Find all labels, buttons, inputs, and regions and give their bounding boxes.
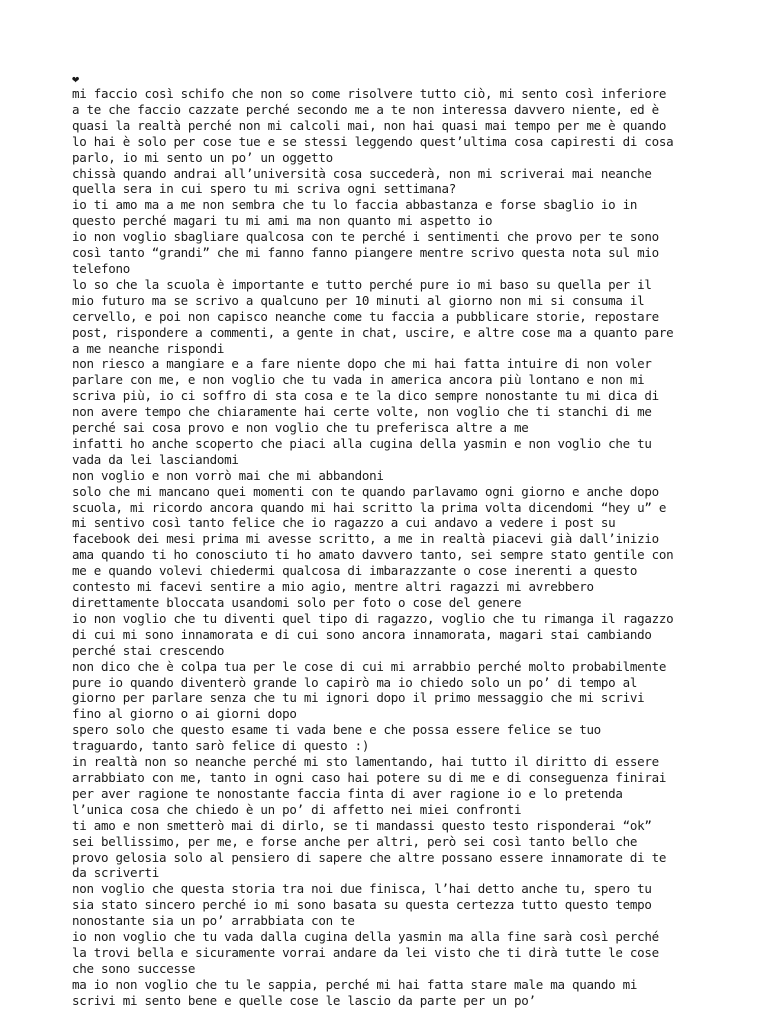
note-paragraph: ti amo e non smetterò mai di dirlo, se ti mandassi questo testo risponderai “ok” sei bellissimo, per me, e forse anche per altri, però sei così tanto bello che provo gelosia solo al pensiero di sapere che altre possano essere innamorate di te da scriverti [72,817,667,881]
note-paragraph: non voglio e non vorrò mai che mi abbandoni [72,467,384,483]
note-paragraph: chissà quando andrai all’università cosa succederà, non mi scriverai mai neanche quella sera in cui spero tu mi scriva ogni settimana? [72,165,652,197]
note-paragraph: io non voglio che tu vada dalla cugina della yasmin ma alla fine sarà così perché la trovi bella e sicuramente vorrai andare da lei visto che ti dirà tutte le cose che sono successe [72,929,659,976]
note-paragraph: non dico che è colpa tua per le cose di cui mi arrabbio perché molto probabilmente pure io quando diventerò grande lo capirò ma io chiedo solo un po’ di tempo al giorno per parlare senza che tu mi ignori dopo il primo messaggio che mi scrivi fino al giorno o ai giorni dopo [72,658,667,722]
heart-icon: ❤ [72,72,79,86]
note-paragraph: infatti ho anche scoperto che piaci alla cugina della yasmin e non voglio che tu vada da lei lasciandomi [72,435,652,467]
note-paragraph: spero solo che questo esame ti vada bene e che possa essere felice se tuo traguardo, tanto sarò felice di questo :) [72,722,601,754]
note-paragraph: io non voglio sbagliare qualcosa con te perché i sentimenti che provo per te sono così tanto “grandi” che mi fanno fanno piangere mentre scrivo questa nota sul mio telefono [72,229,659,276]
note-paragraph: io non voglio che tu diventi quel tipo di ragazzo, voglio che tu rimanga il ragazzo di cui mi sono innamorata e di cui sono ancora innamorata, magari stai cambiando perché stai crescendo [72,610,674,658]
note-paragraph: in realtà non so neanche perché mi sto lamentando, hai tutto il diritto di essere arrabbiato con me, tanto in ogni caso hai potere su di me e di conseguenza finirai per aver ragione te nonostante faccia finta di aver ragione io e lo pretenda l’unica cosa che chiedo è un po’ di affetto nei miei confronti [72,754,667,817]
note-paragraph: mi faccio così schifo che non so come risolvere tutto ciò, mi sento così inferiore a te che faccio cazzate perché secondo me a te non interessa davvero niente, ed è quasi la realtà perché non mi calcoli mai, non hai quasi mai tempo per me è quando lo hai è solo per cose tue e se stessi leggendo quest’ultima cosa capiresti di cosa parlo, io mi sento un po’ un oggetto [72,86,674,165]
note-paragraph: non voglio che questa storia tra noi due finisca, l’hai detto anche tu, spero tu sia stato sincero perché io mi sono basata su questa certezza tutto questo tempo nonostante sia un po’ arrabbiata con te [72,881,652,929]
note-paragraph: io ti amo ma a me non sembra che tu lo faccia abbastanza e forse sbaglio io in questo perché magari tu mi ami ma non quanto mi aspetto io [72,197,638,229]
note-paragraph: ma io non voglio che tu le sappia, perché mi hai fatta stare male ma quando mi scrivi mi sento bene e quelle cose le lascio da parte per un po’ [72,976,638,1008]
note-paragraph: lo so che la scuola è importante e tutto perché pure io mi baso su quella per il mio futuro ma se scrivo a qualcuno per 10 minuti al giorno non mi si consuma il cervello, e poi non capisco neanche come tu faccia a pubblicare storie, repostare post, rispondere a commenti, a gente in chat, uscire, e altre cose ma a quanto pare a me neanche rispondi [72,276,674,356]
note-page [72,72,712,1009]
note-paragraph: non riesco a mangiare e a fare niente dopo che mi hai fatta intuire di non voler parlare con me, e non voglio che tu vada in america ancora più lontano e non mi scriva più, io ci soffro di sta cosa e te la dico sempre nonostante tu mi dica di non avere tempo che chiaramente hai certe volte, non voglio che ti stanchi di me perché sai cosa provo e non voglio che tu preferisca altre a me [72,356,659,436]
note-paragraph: solo che mi mancano quei momenti con te quando parlavamo ogni giorno e anche dopo scuola, mi ricordo ancora quando mi hai scritto la prima volta dicendomi “hey u” e mi sentivo così tanto felice che io ragazzo a cui andavo a vedere i post su facebook dei mesi prima mi avesse scritto, a me in realtà piacevi già dall’inizio ama quando ti ho conosciuto ti ho amato davvero tanto, sei sempre stato gentile con me e quando volevi chiedermi qualcosa di imbarazzante o cose inerenti a questo contesto mi facevi sentire a mio agio, mentre altri ragazzi mi avrebbero direttamente bloccata usandomi solo per foto o cose del genere [72,483,674,610]
